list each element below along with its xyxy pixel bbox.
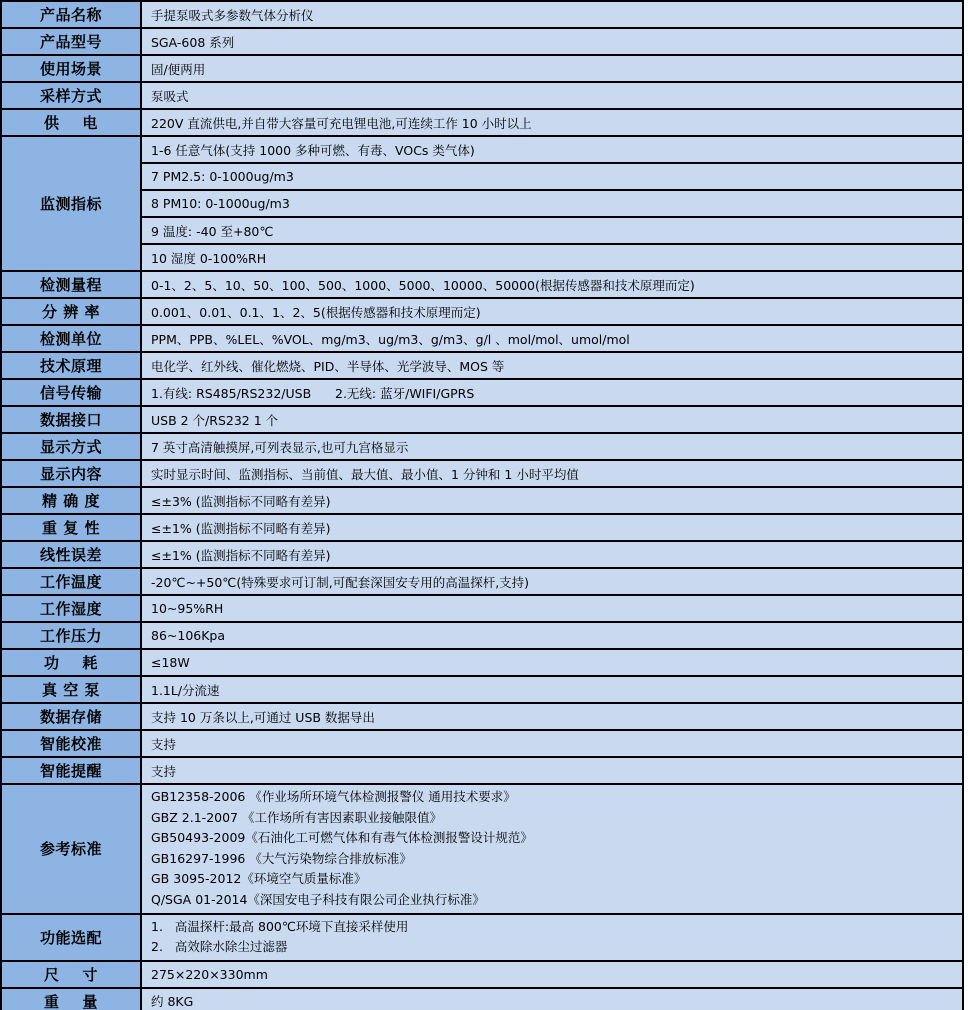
table-row (1, 298, 963, 325)
row-value: ≤±1% (监测指标不同略有差异) (141, 541, 963, 568)
row-value (141, 784, 963, 914)
row-label: 智能提醒 (1, 757, 141, 784)
row-label: 采样方式 (1, 82, 141, 109)
row-value: 支持 (141, 730, 963, 757)
table-row (1, 595, 963, 622)
table-row (1, 622, 963, 649)
row-value: 10 湿度 0-100%RH (141, 244, 963, 271)
value-line: GBZ 2.1-2007 《工作场所有害因素职业接触限值》 (151, 809, 442, 825)
row-label: 显示方式 (1, 433, 141, 460)
row-label: 功 耗 (1, 649, 141, 676)
table-row (1, 163, 963, 190)
row-value: 9 温度: -40 至+80℃ (141, 217, 963, 244)
table-row (1, 757, 963, 784)
row-value: USB 2 个/RS232 1 个 (141, 406, 963, 433)
table-row (1, 1, 963, 28)
row-value: 275×220×330mm (141, 961, 963, 988)
value-line: GB12358-2006 《作业场所环境气体检测报警仪 通用技术要求》 (151, 789, 516, 804)
table-row (1, 487, 963, 514)
row-value: 电化学、红外线、催化燃烧、PID、半导体、光学波导、MOS 等 (141, 352, 963, 379)
row-label: 技术原理 (1, 352, 141, 379)
value-line: 1. 高温探杆:最高 800℃环境下直接采样使用 (151, 918, 409, 934)
row-value: 0-1、2、5、10、50、100、500、1000、5000、10000、50000(根据传感器和技术原理而定) (141, 271, 963, 298)
row-value: SGA-608 系列 (141, 28, 963, 55)
row-value: 1.有线: RS485/RS232/USB 2.无线: 蓝牙/WIFI/GPRS (141, 379, 963, 406)
row-label: 工作湿度 (1, 595, 141, 622)
row-value: ≤±3% (监测指标不同略有差异) (141, 487, 963, 514)
table-row (1, 961, 963, 988)
table-row (1, 109, 963, 136)
table-row (1, 460, 963, 487)
table-row (1, 433, 963, 460)
row-label: 数据存储 (1, 703, 141, 730)
row-value: -20℃~+50℃(特殊要求可订制,可配套深国安专用的高温探杆,支持) (141, 568, 963, 595)
row-value: 7 PM2.5: 0-1000ug/m3 (141, 163, 963, 190)
value-line: Q/SGA 01-2014《深国安电子科技有限公司企业执行标准》 (151, 891, 485, 907)
table-row (1, 244, 963, 271)
table-row (1, 730, 963, 757)
table-row (1, 784, 963, 914)
row-value: 支持 10 万条以上,可通过 USB 数据导出 (141, 703, 963, 730)
row-value: 7 英寸高清触摸屏,可列表显示,也可九宫格显示 (141, 433, 963, 460)
row-label: 工作压力 (1, 622, 141, 649)
table-row (1, 190, 963, 217)
row-value: 86~106Kpa (141, 622, 963, 649)
row-label: 分 辨 率 (1, 298, 141, 325)
table-row (1, 703, 963, 730)
value-line: GB 3095-2012《环境空气质量标准》 (151, 871, 367, 887)
value-line: 2. 高效除水除尘过滤器 (151, 939, 288, 955)
row-label: 真 空 泵 (1, 676, 141, 703)
row-value: 约 8KG (141, 988, 963, 1010)
row-label: 重 量 (1, 988, 141, 1010)
row-value: 1-6 任意气体(支持 1000 多种可燃、有毒、VOCs 类气体) (141, 136, 963, 163)
table-row (1, 514, 963, 541)
row-label: 信号传输 (1, 379, 141, 406)
table-row (1, 914, 963, 961)
row-value: 220V 直流供电,并自带大容量可充电锂电池,可连续工作 10 小时以上 (141, 109, 963, 136)
row-label: 功能选配 (1, 914, 141, 961)
row-value: ≤±1% (监测指标不同略有差异) (141, 514, 963, 541)
row-label: 检测量程 (1, 271, 141, 298)
row-label: 智能校准 (1, 730, 141, 757)
table-row (1, 271, 963, 298)
table-row (1, 676, 963, 703)
row-label: 检测单位 (1, 325, 141, 352)
row-value: 泵吸式 (141, 82, 963, 109)
row-value: PPM、PPB、%LEL、%VOL、mg/m3、ug/m3、g/m3、g/l 、mol/mol、umol/mol (141, 325, 963, 352)
row-label: 监测指标 (1, 136, 141, 271)
table-row (1, 325, 963, 352)
value-line: GB16297-1996 《大气污染物综合排放标准》 (151, 850, 412, 866)
table-row (1, 649, 963, 676)
row-label: 产品型号 (1, 28, 141, 55)
table-row (1, 406, 963, 433)
table-row (1, 82, 963, 109)
table-row (1, 352, 963, 379)
row-label: 使用场景 (1, 55, 141, 82)
table-row (1, 988, 963, 1010)
row-label: 工作温度 (1, 568, 141, 595)
spec-table-body (1, 1, 963, 1010)
row-label: 显示内容 (1, 460, 141, 487)
table-row (1, 28, 963, 55)
row-label: 重 复 性 (1, 514, 141, 541)
row-value: 固/便两用 (141, 55, 963, 82)
row-value: 实时显示时间、监测指标、当前值、最大值、最小值、1 分钟和 1 小时平均值 (141, 460, 963, 487)
row-value: 8 PM10: 0-1000ug/m3 (141, 190, 963, 217)
table-row (1, 541, 963, 568)
row-label: 数据接口 (1, 406, 141, 433)
table-row (1, 568, 963, 595)
row-value: 支持 (141, 757, 963, 784)
row-value: 手提泵吸式多参数气体分析仪 (141, 1, 963, 28)
row-value: 10~95%RH (141, 595, 963, 622)
row-value (141, 914, 963, 961)
table-row (1, 217, 963, 244)
row-value: 0.001、0.01、0.1、1、2、5(根据传感器和技术原理而定) (141, 298, 963, 325)
row-label: 线性误差 (1, 541, 141, 568)
table-row (1, 55, 963, 82)
row-label: 供 电 (1, 109, 141, 136)
table-row (1, 136, 963, 163)
row-label: 精 确 度 (1, 487, 141, 514)
row-value: ≤18W (141, 649, 963, 676)
value-line: GB50493-2009《石油化工可燃气体和有毒气体检测报警设计规范》 (151, 830, 533, 846)
row-label: 产品名称 (1, 1, 141, 28)
table-row (1, 379, 963, 406)
row-label: 参考标准 (1, 784, 141, 914)
row-value: 1.1L/分流速 (141, 676, 963, 703)
row-label: 尺 寸 (1, 961, 141, 988)
